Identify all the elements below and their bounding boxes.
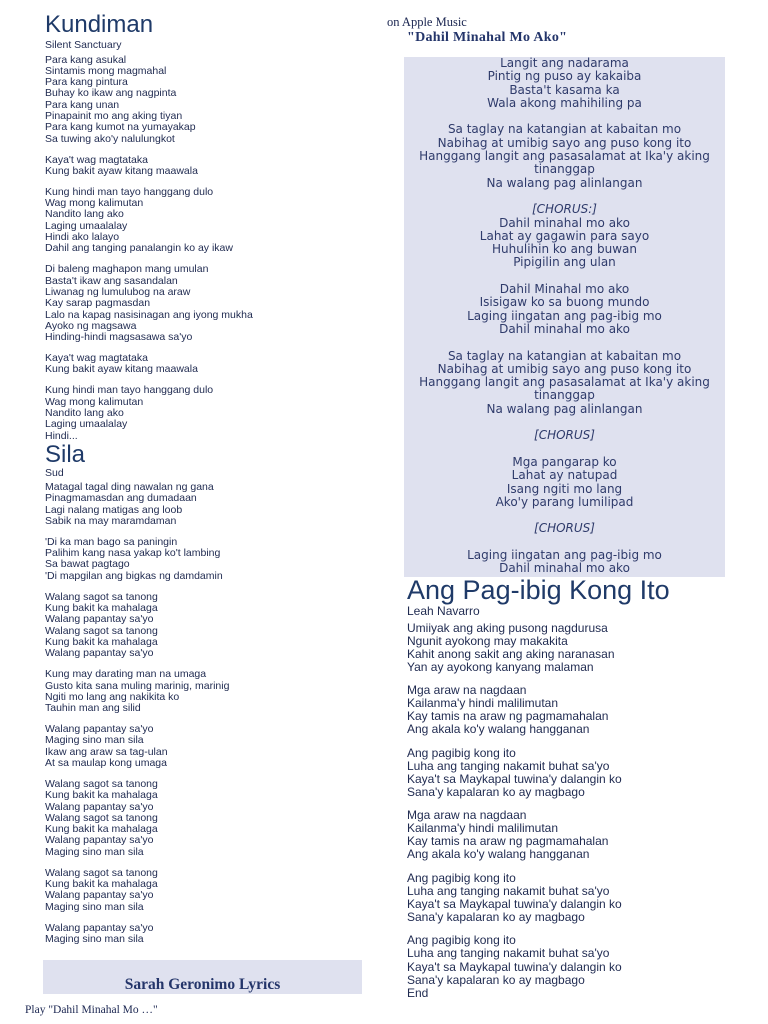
lyric-line: Walang papantay sa'yo xyxy=(45,889,154,902)
lyric-line: Gusto kita sana muling marinig, marinig xyxy=(45,679,230,692)
lyric-line: Huhulihin ko ang buwan xyxy=(492,242,637,257)
lyric-line: Kay tamis na araw ng pagmamahalan xyxy=(407,709,609,724)
song-artist: Leah Navarro xyxy=(407,604,480,618)
lyric-line: Buhay ko ikaw ang nagpinta xyxy=(45,87,177,100)
lyric-line: Lalo na kapag nasisinagan ang iyong mukha xyxy=(45,308,253,321)
lyric-line: Sintamis mong magmahal xyxy=(45,64,167,77)
lyric-line: 'Di mapgilan ang bigkas ng damdamin xyxy=(45,569,223,582)
lyric-line: Sa bawat pagtago xyxy=(45,558,130,571)
lyric-line: Langit ang nadarama xyxy=(500,57,629,70)
lyric-line: Sa tuwing ako'y nalulungkot xyxy=(45,132,175,145)
lyric-line: Ang akala ko'y walang hangganan xyxy=(407,847,590,862)
lyric-line: Ngiti mo lang ang nakikita ko xyxy=(45,690,180,703)
lyric-line: Walang papantay sa'yo xyxy=(45,613,154,626)
lyric-line: Hanggang langit ang pasasalamat at Ika'y aking xyxy=(419,149,710,164)
stanza xyxy=(407,622,747,674)
lyric-line: Ang pagibig kong ito xyxy=(407,933,516,948)
lyric-line: Walang sagot sa tanong xyxy=(45,624,158,637)
stanza xyxy=(45,868,375,913)
lyrics-body xyxy=(407,622,747,1000)
lyric-line: Dahil minahal mo ako xyxy=(499,321,630,336)
lyric-line: Wag mong kalimutan xyxy=(45,395,144,408)
lyric-line: At sa maulap kong umaga xyxy=(45,756,167,769)
stanza xyxy=(404,456,725,509)
lyric-line: Maging sino man sila xyxy=(45,845,144,858)
lyric-line: Ngunit ayokong may makakita xyxy=(407,633,568,648)
stanza xyxy=(404,350,725,416)
lyric-line: Pipigilin ang ulan xyxy=(513,255,616,270)
lyric-line: Sa taglay na katangian at kabaitan mo xyxy=(447,122,682,137)
apple-music-link[interactable]: on Apple Music xyxy=(387,15,467,29)
stanza xyxy=(404,57,725,110)
lyric-line: Umiiyak ang aking pusong nagdurusa xyxy=(407,620,608,635)
lyric-line: Hindi... xyxy=(45,429,78,442)
lyric-line: Isang ngiti mo lang xyxy=(506,481,623,496)
lyric-line: Kay sarap pagmasdan xyxy=(45,297,151,310)
lyric-line: Laging umaalalay xyxy=(45,418,128,431)
stanza xyxy=(45,353,375,376)
song-artist: Sud xyxy=(45,467,64,479)
play-link[interactable]: Play "Dahil Minahal Mo …" xyxy=(25,1004,158,1016)
lyric-line: Sabik na may maramdaman xyxy=(45,514,177,527)
lyric-line: Kung bakit ayaw kitang maawala xyxy=(45,363,198,376)
lyric-line: Walang papantay sa'yo xyxy=(45,723,154,736)
lyric-line: Kung hindi man tayo hanggang dulo xyxy=(45,185,214,198)
lyric-line: Hinding-hindi magsasawa sa'yo xyxy=(45,331,193,344)
lyric-line: Kung bakit ayaw kitang maawala xyxy=(45,164,198,177)
lyric-line: Mga pangarap ko xyxy=(512,454,617,469)
lyric-line: Luha ang tanging nakamit buhat sa'yo xyxy=(407,758,610,773)
stanza xyxy=(45,923,375,946)
chorus-marker: [CHORUS] xyxy=(534,521,595,536)
lyric-line: Hindi ako lalayo xyxy=(45,231,120,244)
lyric-line: Yan ay ayokong kanyang malaman xyxy=(407,659,594,674)
stanza xyxy=(404,283,725,336)
stanza xyxy=(45,669,375,714)
stanza xyxy=(45,724,375,769)
lyric-line: Luha ang tanging nakamit buhat sa'yo xyxy=(407,883,610,898)
song-title: Ang Pag-ibig Kong Ito xyxy=(407,575,670,605)
lyric-line: Basta't ikaw ang sasandalan xyxy=(45,274,178,287)
stanza xyxy=(45,187,375,255)
lyrics-body xyxy=(45,482,375,945)
lyric-line: Palihim kang nasa yakap ko't lambing xyxy=(45,547,221,560)
song-kundiman xyxy=(45,13,375,442)
chorus-marker: [CHORUS] xyxy=(534,428,595,443)
lyric-line: Walang sagot sa tanong xyxy=(45,866,158,879)
lyric-line: Walang sagot sa tanong xyxy=(45,777,158,790)
stanza xyxy=(45,385,375,441)
lyric-line: Luha ang tanging nakamit buhat sa'yo xyxy=(407,946,610,961)
lyric-line: Dahil Minahal mo ako xyxy=(499,282,630,297)
stanza xyxy=(45,592,375,660)
lyric-line: Para kang kumot na yumayakap xyxy=(45,121,196,134)
lyric-line: Walang papantay sa'yo xyxy=(45,800,154,813)
lyric-line: Kung may darating man na umaga xyxy=(45,668,207,681)
lyric-line: Ang akala ko'y walang hangganan xyxy=(407,722,590,737)
stanza xyxy=(45,482,375,527)
lyric-line: Lahat ay gagawin para sayo xyxy=(479,228,650,243)
lyric-line: Kailanma'y hindi malilimutan xyxy=(407,821,559,836)
stanza xyxy=(404,549,725,576)
lyrics-body xyxy=(45,55,375,442)
lyric-line: Kahit anong sakit ang aking naranasan xyxy=(407,646,615,661)
lyric-line: Kay tamis na araw ng pagmamahalan xyxy=(407,834,609,849)
lyric-line: Ayoko ng magsawa xyxy=(45,319,137,332)
lyric-line: Kailanma'y hindi malilimutan xyxy=(407,696,559,711)
stanza xyxy=(45,537,375,582)
lyric-line: Isisigaw ko sa buong mundo xyxy=(479,295,650,310)
lyric-line: Pintig ng puso ay kakaiba xyxy=(487,69,642,84)
song-title: Sila xyxy=(45,441,86,468)
lyric-line: Sana'y kapalaran ko ay magbago xyxy=(407,910,585,925)
lyric-line: Ang pagibig kong ito xyxy=(407,745,516,760)
lyric-line: Dahil minahal mo ako xyxy=(499,561,630,576)
lyric-line: Basta't kasama ka xyxy=(509,82,620,97)
lyric-line: Sana'y kapalaran ko ay magbago xyxy=(407,972,585,987)
lyric-line: Liwanag ng lumulubog na araw xyxy=(45,285,191,298)
lyric-line: Pinapainit mo ang aking tiyan xyxy=(45,109,183,122)
lyric-line: Para kang pintura xyxy=(45,76,128,89)
lyric-line: Kaya't sa Maykapal tuwina'y dalangin ko xyxy=(407,771,622,786)
lyric-line: Kung bakit ka mahalaga xyxy=(45,602,158,615)
stanza xyxy=(45,779,375,858)
lyric-line: Ang pagibig kong ito xyxy=(407,870,516,885)
lyric-line: Mga araw na nagdaan xyxy=(407,808,527,823)
song-sila xyxy=(45,443,375,945)
lyric-line: Na walang pag alinlangan xyxy=(486,401,643,416)
lyric-line: Kung bakit ka mahalaga xyxy=(45,635,158,648)
lyric-line: Kung bakit ka mahalaga xyxy=(45,878,158,891)
stanza xyxy=(404,522,725,535)
lyric-line: Kung bakit ka mahalaga xyxy=(45,789,158,802)
lyric-line: Maging sino man sila xyxy=(45,900,144,913)
lyric-line: Mga araw na nagdaan xyxy=(407,683,527,698)
song-ang-pag-ibig-kong-ito xyxy=(407,576,747,1000)
featured-song-title: "Dahil Minahal Mo Ako" xyxy=(407,30,568,45)
lyric-line: Sa taglay na katangian at kabaitan mo xyxy=(447,348,682,363)
lyric-line: Nandito lang ako xyxy=(45,208,124,221)
lyric-line: Dahil ang tanging panalangin ko ay ikaw xyxy=(45,242,233,255)
stanza xyxy=(407,872,747,924)
lyric-line: Kaya't wag magtataka xyxy=(45,352,148,365)
lyric-line: Wala akong mahihiling pa xyxy=(487,95,642,110)
lyric-line: Laging iingatan ang pag-ibig mo xyxy=(467,547,662,562)
lyric-line: Kaya't sa Maykapal tuwina'y dalangin ko xyxy=(407,959,622,974)
lyric-line: Walang papantay sa'yo xyxy=(45,647,154,660)
stanza xyxy=(407,934,747,999)
lyric-line: Kaya't wag magtataka xyxy=(45,153,148,166)
lyric-line: Pinagmamasdan ang dumadaan xyxy=(45,492,197,505)
lyric-line: Walang sagot sa tanong xyxy=(45,590,158,603)
song-title: Kundiman xyxy=(45,11,154,38)
lyric-line: Ikaw ang araw sa tag-ulan xyxy=(45,745,168,758)
lyric-line: Sana'y kapalaran ko ay magbago xyxy=(407,784,585,799)
lyric-line: Walang papantay sa'yo xyxy=(45,834,154,847)
lyric-line: Wag mong kalimutan xyxy=(45,197,144,210)
lyric-line: Lagi nalang matigas ang loob xyxy=(45,503,183,516)
lyric-line: Walang sagot sa tanong xyxy=(45,811,158,824)
stanza xyxy=(45,264,375,343)
stanza xyxy=(404,203,725,269)
lyric-line: Maging sino man sila xyxy=(45,734,144,747)
lyric-line: Para kang unan xyxy=(45,98,120,111)
lyric-line: End xyxy=(407,985,429,1000)
lyric-line: Laging umaalalay xyxy=(45,219,128,232)
lyrics-body xyxy=(404,57,725,576)
lyric-line: Ako'y parang lumilipad xyxy=(495,494,634,509)
song-artist: Silent Sanctuary xyxy=(45,38,122,51)
lyric-line: Dahil minahal mo ako xyxy=(499,215,630,230)
stanza xyxy=(407,684,747,736)
stanza xyxy=(45,155,375,178)
lyric-line: Kung bakit ka mahalaga xyxy=(45,823,158,836)
lyric-line: Di baleng maghapon mang umulan xyxy=(45,263,209,276)
lyric-line: tinanggap xyxy=(534,162,595,177)
stanza xyxy=(407,747,747,799)
lyric-line: Para kang asukal xyxy=(45,53,127,66)
lyric-line: Nabihag at umibig sayo ang puso kong ito xyxy=(437,135,692,150)
sarah-geronimo-lyrics-banner: Sarah Geronimo Lyrics xyxy=(43,960,362,994)
lyric-line: Nabihag at umibig sayo ang puso kong ito xyxy=(437,361,692,376)
chorus-marker: [CHORUS:] xyxy=(532,202,597,217)
lyric-line: Maging sino man sila xyxy=(45,932,144,945)
lyric-line: 'Di ka man bago sa paningin xyxy=(45,535,178,548)
lyric-line: Laging iingatan ang pag-ibig mo xyxy=(467,308,662,323)
lyric-line: Na walang pag alinlangan xyxy=(486,175,643,190)
lyric-line: tinanggap xyxy=(534,388,595,403)
stanza xyxy=(407,809,747,861)
lyric-line: Tauhin man ang silid xyxy=(45,702,141,715)
lyric-line: Matagal tagal ding nawalan ng gana xyxy=(45,481,214,493)
lyric-line: Kaya't sa Maykapal tuwina'y dalangin ko xyxy=(407,896,622,911)
stanza xyxy=(404,429,725,442)
lyric-line: Lahat ay natupad xyxy=(511,468,618,483)
stanza xyxy=(45,55,375,145)
lyric-line: Walang papantay sa'yo xyxy=(45,921,154,934)
featured-lyrics-box xyxy=(404,57,725,577)
lyric-line: Nandito lang ako xyxy=(45,406,124,419)
lyric-line: Hanggang langit ang pasasalamat at Ika'y aking xyxy=(419,375,710,390)
lyric-line: Kung hindi man tayo hanggang dulo xyxy=(45,384,214,397)
stanza xyxy=(404,123,725,189)
